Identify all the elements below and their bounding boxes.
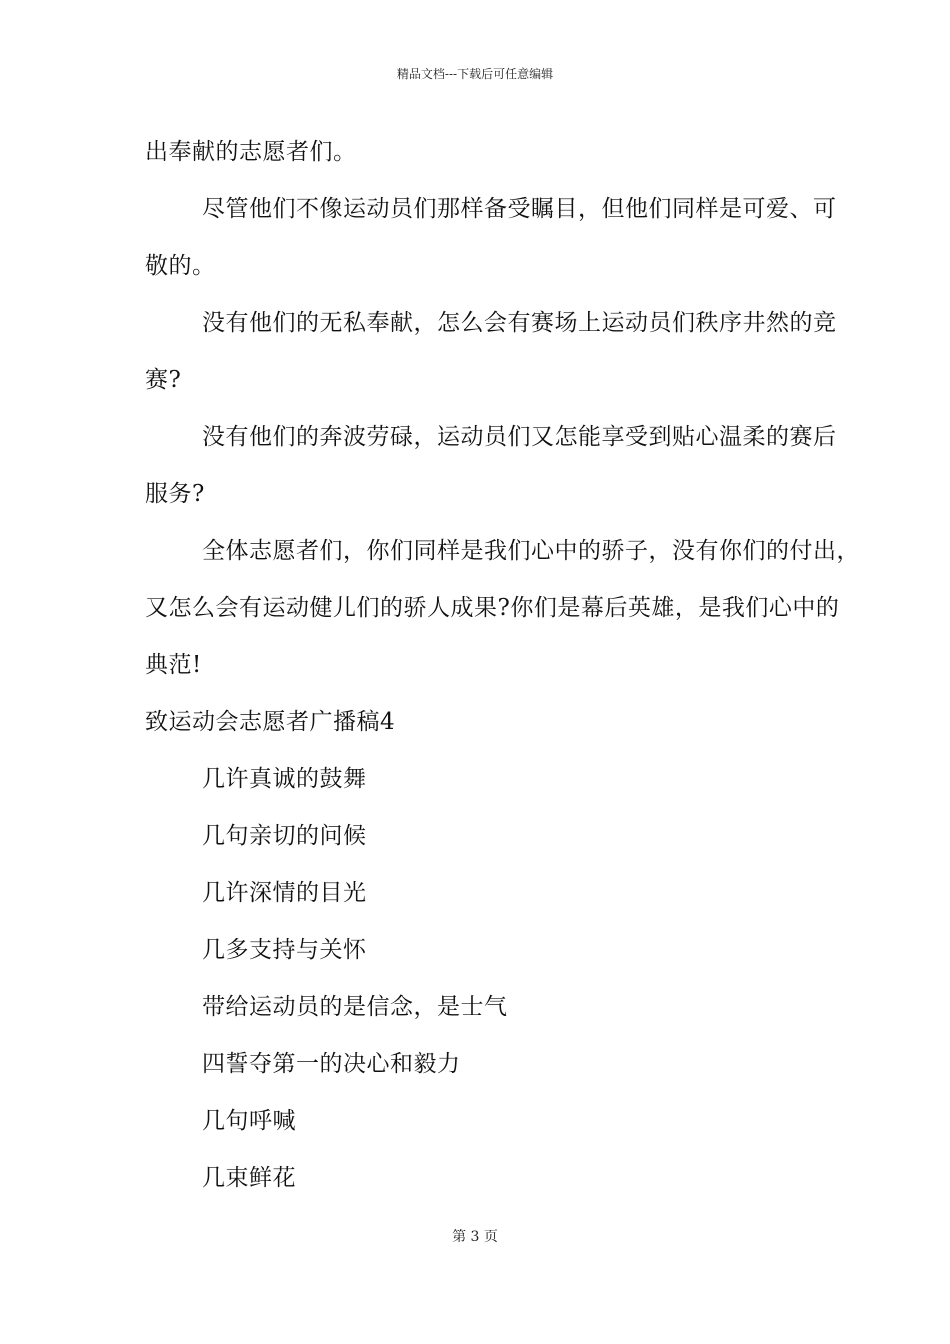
poem-line: 带给运动员的是信念，是士气 [202,994,508,1020]
text-line: 出奉献的志愿者们。 [145,139,357,165]
paragraph-start: 全体志愿者们，你们同样是我们心中的骄子，没有你们的付出， [202,538,860,564]
text-line: 赛? [145,367,182,393]
poem-line: 几多支持与关怀 [202,937,367,963]
text-line: 敬的。 [145,253,216,279]
text-line: 服务? [145,481,205,507]
paragraph-start: 没有他们的无私奉献，怎么会有赛场上运动员们秩序井然的竞 [202,310,837,336]
section-heading: 致运动会志愿者广播稿4 [145,709,396,735]
poem-line: 几句呼喊 [202,1108,296,1134]
paragraph-start: 尽管他们不像运动员们那样备受瞩目，但他们同样是可爱、可 [202,196,837,222]
poem-line: 几许深情的目光 [202,880,367,906]
page-header: 精品文档---下载后可任意编辑 [396,67,554,81]
text-line: 典范! [145,652,202,678]
text-line: 又怎么会有运动健儿们的骄人成果?你们是幕后英雄，是我们心中的 [145,595,840,621]
poem-line: 几束鲜花 [202,1165,296,1191]
page-number: 第 3 页 [452,1229,498,1245]
poem-line: 几许真诚的鼓舞 [202,766,367,792]
poem-line: 几句亲切的问候 [202,823,367,849]
paragraph-start: 没有他们的奔波劳碌，运动员们又怎能享受到贴心温柔的赛后 [202,424,837,450]
poem-line: 四誓夺第一的决心和毅力 [202,1051,461,1077]
